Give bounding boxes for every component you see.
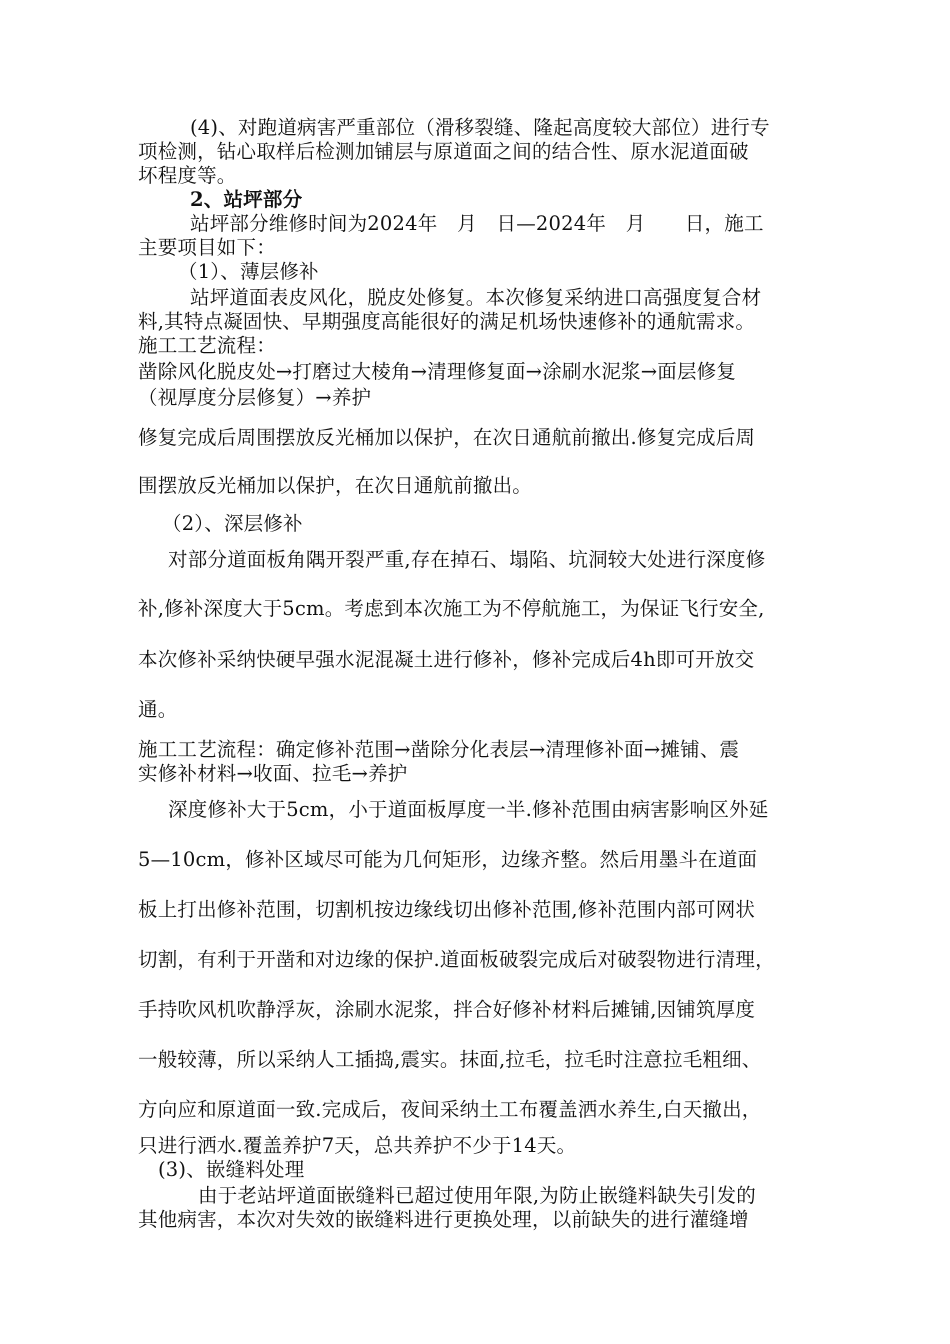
para-4-line-3: 坏程度等。	[138, 164, 237, 187]
subheading-joint-sealant: (3)、嵌缝料处理	[158, 1158, 305, 1181]
subheading-deep-repair: （2）、深层修补	[162, 512, 303, 535]
deep-detail-line-4: 切割，有利于开凿和对边缘的保护.道面板破裂完成后对破裂物进行清理，	[138, 948, 775, 971]
apron-intro-line-1: 站坪部分维修时间为2024年 月 日—2024年 月 日，施工	[190, 212, 764, 235]
joint-sealant-line-1: 由于老站坪道面嵌缝料已超过使用年限,为防止嵌缝料缺失引发的	[198, 1184, 756, 1207]
process-flow-1-line-2: （视厚度分层修复）→养护	[138, 386, 372, 409]
process-flow-2-line-2: 实修补材料→收面、拉毛→养护	[138, 762, 408, 785]
subheading-thin-repair: （1）、薄层修补	[178, 260, 319, 283]
protection-line-1: 修复完成后周围摆放反光桶加以保护，在次日通航前撤出.修复完成后周	[138, 426, 756, 449]
deep-repair-line-1: 对部分道面板角隅开裂严重,存在掉石、塌陷、坑洞较大处进行深度修	[168, 548, 766, 571]
deep-detail-line-8: 只进行洒水.覆盖养护7天，总共养护不少于14天。	[138, 1134, 577, 1157]
process-flow-1-line-1: 凿除风化脱皮处→打磨过大棱角→清理修复面→涂刷水泥浆→面层修复	[138, 360, 737, 383]
deep-detail-line-7: 方向应和原道面一致.完成后，夜间采纳土工布覆盖洒水养生,白天撤出，	[138, 1098, 762, 1121]
section-heading-apron: 2、站坪部分	[190, 188, 303, 211]
protection-line-2: 围摆放反光桶加以保护，在次日通航前撤出。	[138, 474, 533, 497]
deep-detail-line-2: 5—10cm，修补区域尽可能为几何矩形，边缘齐整。然后用墨斗在道面	[138, 848, 758, 871]
deep-repair-line-4: 通。	[138, 698, 178, 721]
deep-detail-line-1: 深度修补大于5cm，小于道面板厚度一半.修补范围由病害影响区外延	[168, 798, 769, 821]
apron-intro-line-2: 主要项目如下：	[138, 236, 276, 259]
process-flow-2-line-1: 施工工艺流程：确定修补范围→凿除分化表层→清理修补面→摊铺、震	[138, 738, 740, 761]
deep-detail-line-3: 板上打出修补范围，切割机按边缘线切出修补范围,修补范围内部可网状	[138, 898, 756, 921]
joint-sealant-line-2: 其他病害，本次对失效的嵌缝料进行更换处理，以前缺失的进行灌缝增	[138, 1208, 749, 1231]
deep-detail-line-6: 一般较薄，所以采纳人工插捣,震实。抹面,拉毛，拉毛时注意拉毛粗细、	[138, 1048, 762, 1071]
thin-repair-line-1: 站坪道面表皮风化，脱皮处修复。本次修复采纳进口高强度复合材	[190, 286, 762, 309]
deep-repair-line-2: 补,修补深度大于5cm。考虑到本次施工为不停航施工，为保证飞行安全,	[138, 597, 765, 620]
deep-repair-line-3: 本次修补采纳快硬早强水泥混凝土进行修补，修补完成后4h即可开放交	[138, 648, 755, 671]
deep-detail-line-5: 手持吹风机吹静浮灰，涂刷水泥浆，拌合好修补材料后摊铺,因铺筑厚度	[138, 998, 756, 1021]
thin-repair-line-2: 料,其特点凝固快、早期强度高能很好的满足机场快速修补的通航需求。	[138, 310, 756, 333]
process-label-1: 施工工艺流程：	[138, 334, 276, 357]
para-4-line-1: (4)、对跑道病害严重部位（滑移裂缝、隆起高度较大部位）进行专	[190, 116, 770, 139]
para-4-line-2: 项检测，钻心取样后检测加铺层与原道面之间的结合性、原水泥道面破	[138, 140, 749, 163]
